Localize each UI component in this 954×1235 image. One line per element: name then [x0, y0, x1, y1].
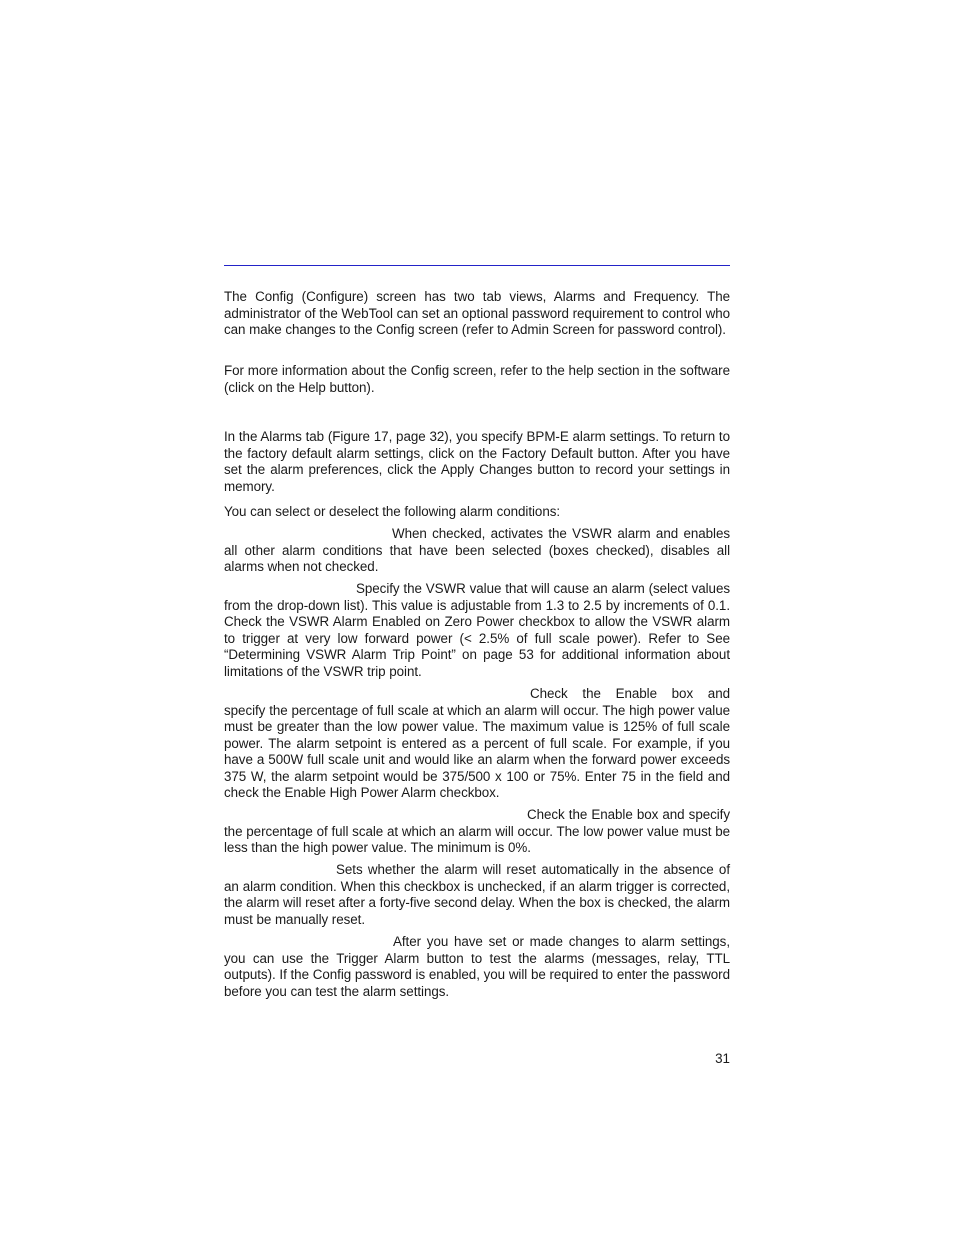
paragraph-help-reference: For more information about the Config screen, refer to the help section in the software (click on the Help button).	[224, 363, 730, 395]
paragraph-low-power-alarm: Check the Enable box and specify the percentage of full scale at which an alarm will occur. The low power value must be less than the high power value. The minimum is 0%.	[224, 807, 730, 855]
paragraph-high-power-alarm: Check the Enable box and specify the percentage of full scale at which an alarm will occur. The high power value must be greater than the low power value. The maximum value is 125% of full scale power. The alarm setpoint is entered as a percent of full scale. For example, if you have a 500W full scale unit and would like an alarm when the forward power exceeds 375 W, the alarm setpoint would be 375/500 x 100 or 75%. Enter 75 in the field and check the Enable High Power Alarm checkbox.	[224, 686, 730, 800]
paragraph-alarm-enable: When checked, activates the VSWR alarm and enables all other alarm conditions that have been selected (boxes checked), disables all alarms when not checked.	[224, 526, 730, 574]
paragraph-config-intro: The Config (Configure) screen has two tab views, Alarms and Frequency. The administrator of the WebTool can set an optional password requirement to control who can make changes to the Config screen (refer to Admin Screen for password control).	[224, 289, 730, 337]
paragraph-alarms-tab: In the Alarms tab (Figure 17, page 32), you specify BPM-E alarm settings. To return to the factory default alarm settings, click on the Factory Default button. After you have set the alarm preferences, click the Apply Changes button to record your settings in memory.	[224, 429, 730, 494]
paragraph-trigger-alarm: After you have set or made changes to alarm settings, you can use the Trigger Alarm button to test the alarms (messages, relay, TTL outputs). If the Config password is enabled, you will be required to enter the password before you can test the alarm settings.	[224, 934, 730, 999]
paragraph-auto-reset: Sets whether the alarm will reset automatically in the absence of an alarm condition. When this checkbox is unchecked, if an alarm trigger is corrected, the alarm will reset after a forty-five second delay. When the box is checked, the alarm must be manually reset.	[224, 862, 730, 927]
paragraph-alarm-conditions-intro: You can select or deselect the following alarm conditions:	[224, 504, 561, 519]
section-rule	[224, 265, 730, 266]
paragraph-vswr-setpoint: Specify the VSWR value that will cause an alarm (select values from the drop-down list). This value is adjustable from 1.3 to 2.5 by increments of 0.1. Check the VSWR Alarm Enabled on Zero Power checkbox to allow the VSWR alarm to trigger at very low forward power (< 2.5% of full scale power). Refer to See “Determining VSWR Alarm Trip Point” on page 53 for additional information about limitations of the VSWR trip point.	[224, 581, 730, 679]
page-number: 31	[715, 1051, 730, 1066]
